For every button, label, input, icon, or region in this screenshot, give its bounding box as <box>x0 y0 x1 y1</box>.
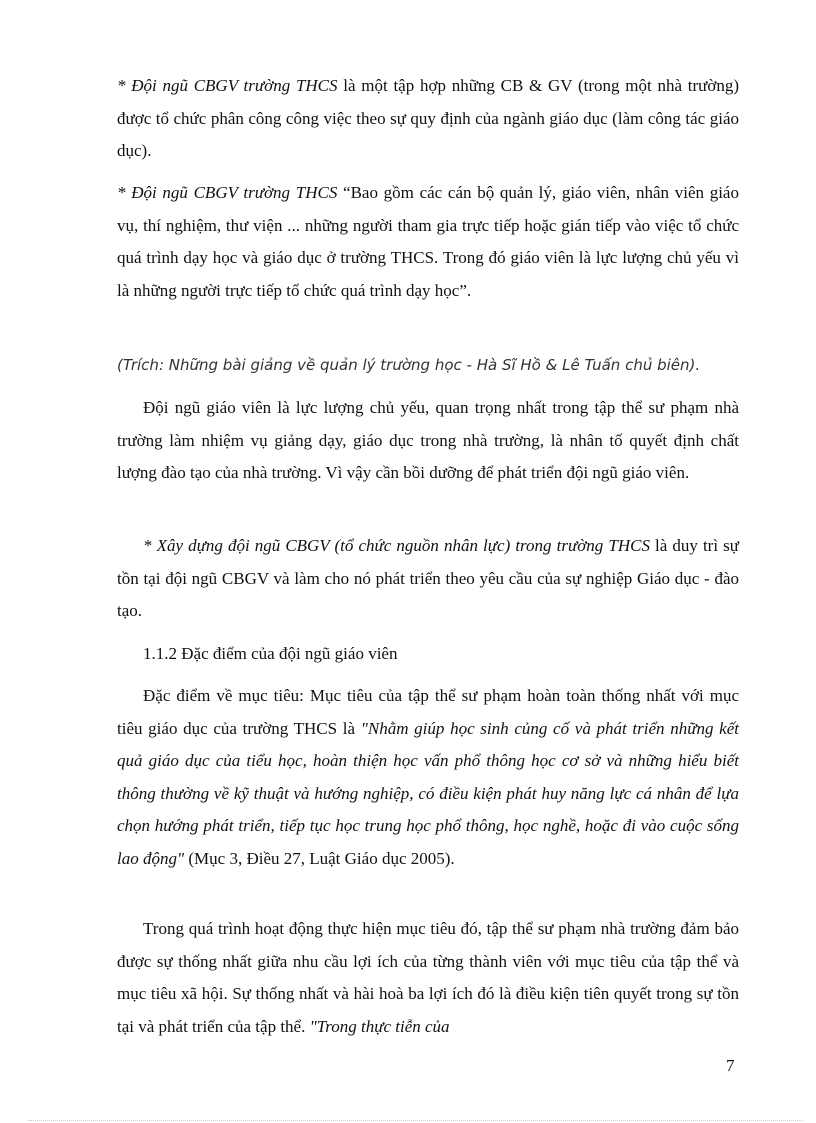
section-heading: 1.1.2 Đặc điểm của đội ngũ giáo viên <box>143 644 398 663</box>
page-number: 7 <box>726 1056 735 1075</box>
paragraph-process <box>117 913 739 1043</box>
paragraph-building-staff <box>117 530 739 628</box>
page-bottom-divider <box>28 1120 802 1121</box>
paragraph-definition-2 <box>117 177 739 307</box>
paragraph-definition-1 <box>117 70 739 168</box>
italic-term: * Đội ngũ CBGV trường THCS <box>117 76 338 95</box>
paragraph-objectives <box>117 680 739 876</box>
paragraph-text: Trong quá trình hoạt động thực hiện mục tiêu đó, tập thể sư phạm nhà trường đảm bảo được sự thống nhất giữa nhu cầu lợi ích của từng thành viên với mục tiêu của tập thể và mục tiêu xã hội. Sự thống nhất và hài hoà ba lợi ích đó là điều kiện tiên quyết trong sự tồn tại và phát triển của tập thể. <box>117 919 739 1036</box>
law-quote: "Nhằm giúp học sinh củng cố và phát triển những kết quả giáo dục của tiểu học, hoàn thiện học vấn phổ thông học cơ sở và những hiểu biết thông thường về kỹ thuật và hướng nghiệp, có điều kiện phát huy năng lực cá nhân để lựa chọn hướng phát triển, tiếp tục học trung học phổ thông, học nghề, hoặc đi vào cuộc sống lao động" <box>117 718 739 868</box>
paragraph-text: là một tập hợp những CB & GV (trong một nhà trường) được tổ chức phân công công việc theo sự quy định của ngành giáo dục (làm công tác giáo dục). <box>117 76 739 161</box>
italic-term: * Đội ngũ CBGV trường THCS <box>117 183 338 202</box>
paragraph-text: là duy trì sự tồn tại đội ngũ CBGV và làm cho nó phát triển theo yêu cầu của sự nghiệp Giáo dục - đào tạo. <box>117 536 739 621</box>
italic-term: * Xây dựng đội ngũ CBGV (tổ chức nguồn nhân lực) trong trường THCS <box>143 536 650 555</box>
paragraph-teachers: Đội ngũ giáo viên là lực lượng chủ yếu, quan trọng nhất trong tập thể sư phạm nhà trường làm nhiệm vụ giảng dạy, giáo dục trong nhà trường, là nhân tố quyết định chất lượng đào tạo của nhà trường. Vì vậy cần bồi dưỡng để phát triển đội ngũ giáo viên. <box>117 398 739 483</box>
paragraph-text: (Mục 3, Điều 27, Luật Giáo dục 2005). <box>184 848 455 868</box>
citation: (Trích: Những bài giảng về quản lý trường học - Hà Sĩ Hồ & Lê Tuấn chủ biên). <box>117 356 701 374</box>
paragraph-text: “Bao gồm các cán bộ quản lý, giáo viên, nhân viên giáo vụ, thí nghiệm, thư viện ... những người tham gia trực tiếp hoặc gián tiếp vào việc tổ chức quá trình dạy học và giáo dục ở trường THCS. Trong đó giáo viên là lực lượng chủ yếu vì là những người trực tiếp tổ chức quá trình dạy học”. <box>117 183 739 300</box>
paragraph-text: Đặc điểm về mục tiêu: Mục tiêu của tập thể sư phạm hoàn toàn thống nhất với mục tiêu giáo dục của trường THCS là <box>117 686 739 738</box>
italic-quote-start: "Trong thực tiễn của <box>309 1016 450 1036</box>
